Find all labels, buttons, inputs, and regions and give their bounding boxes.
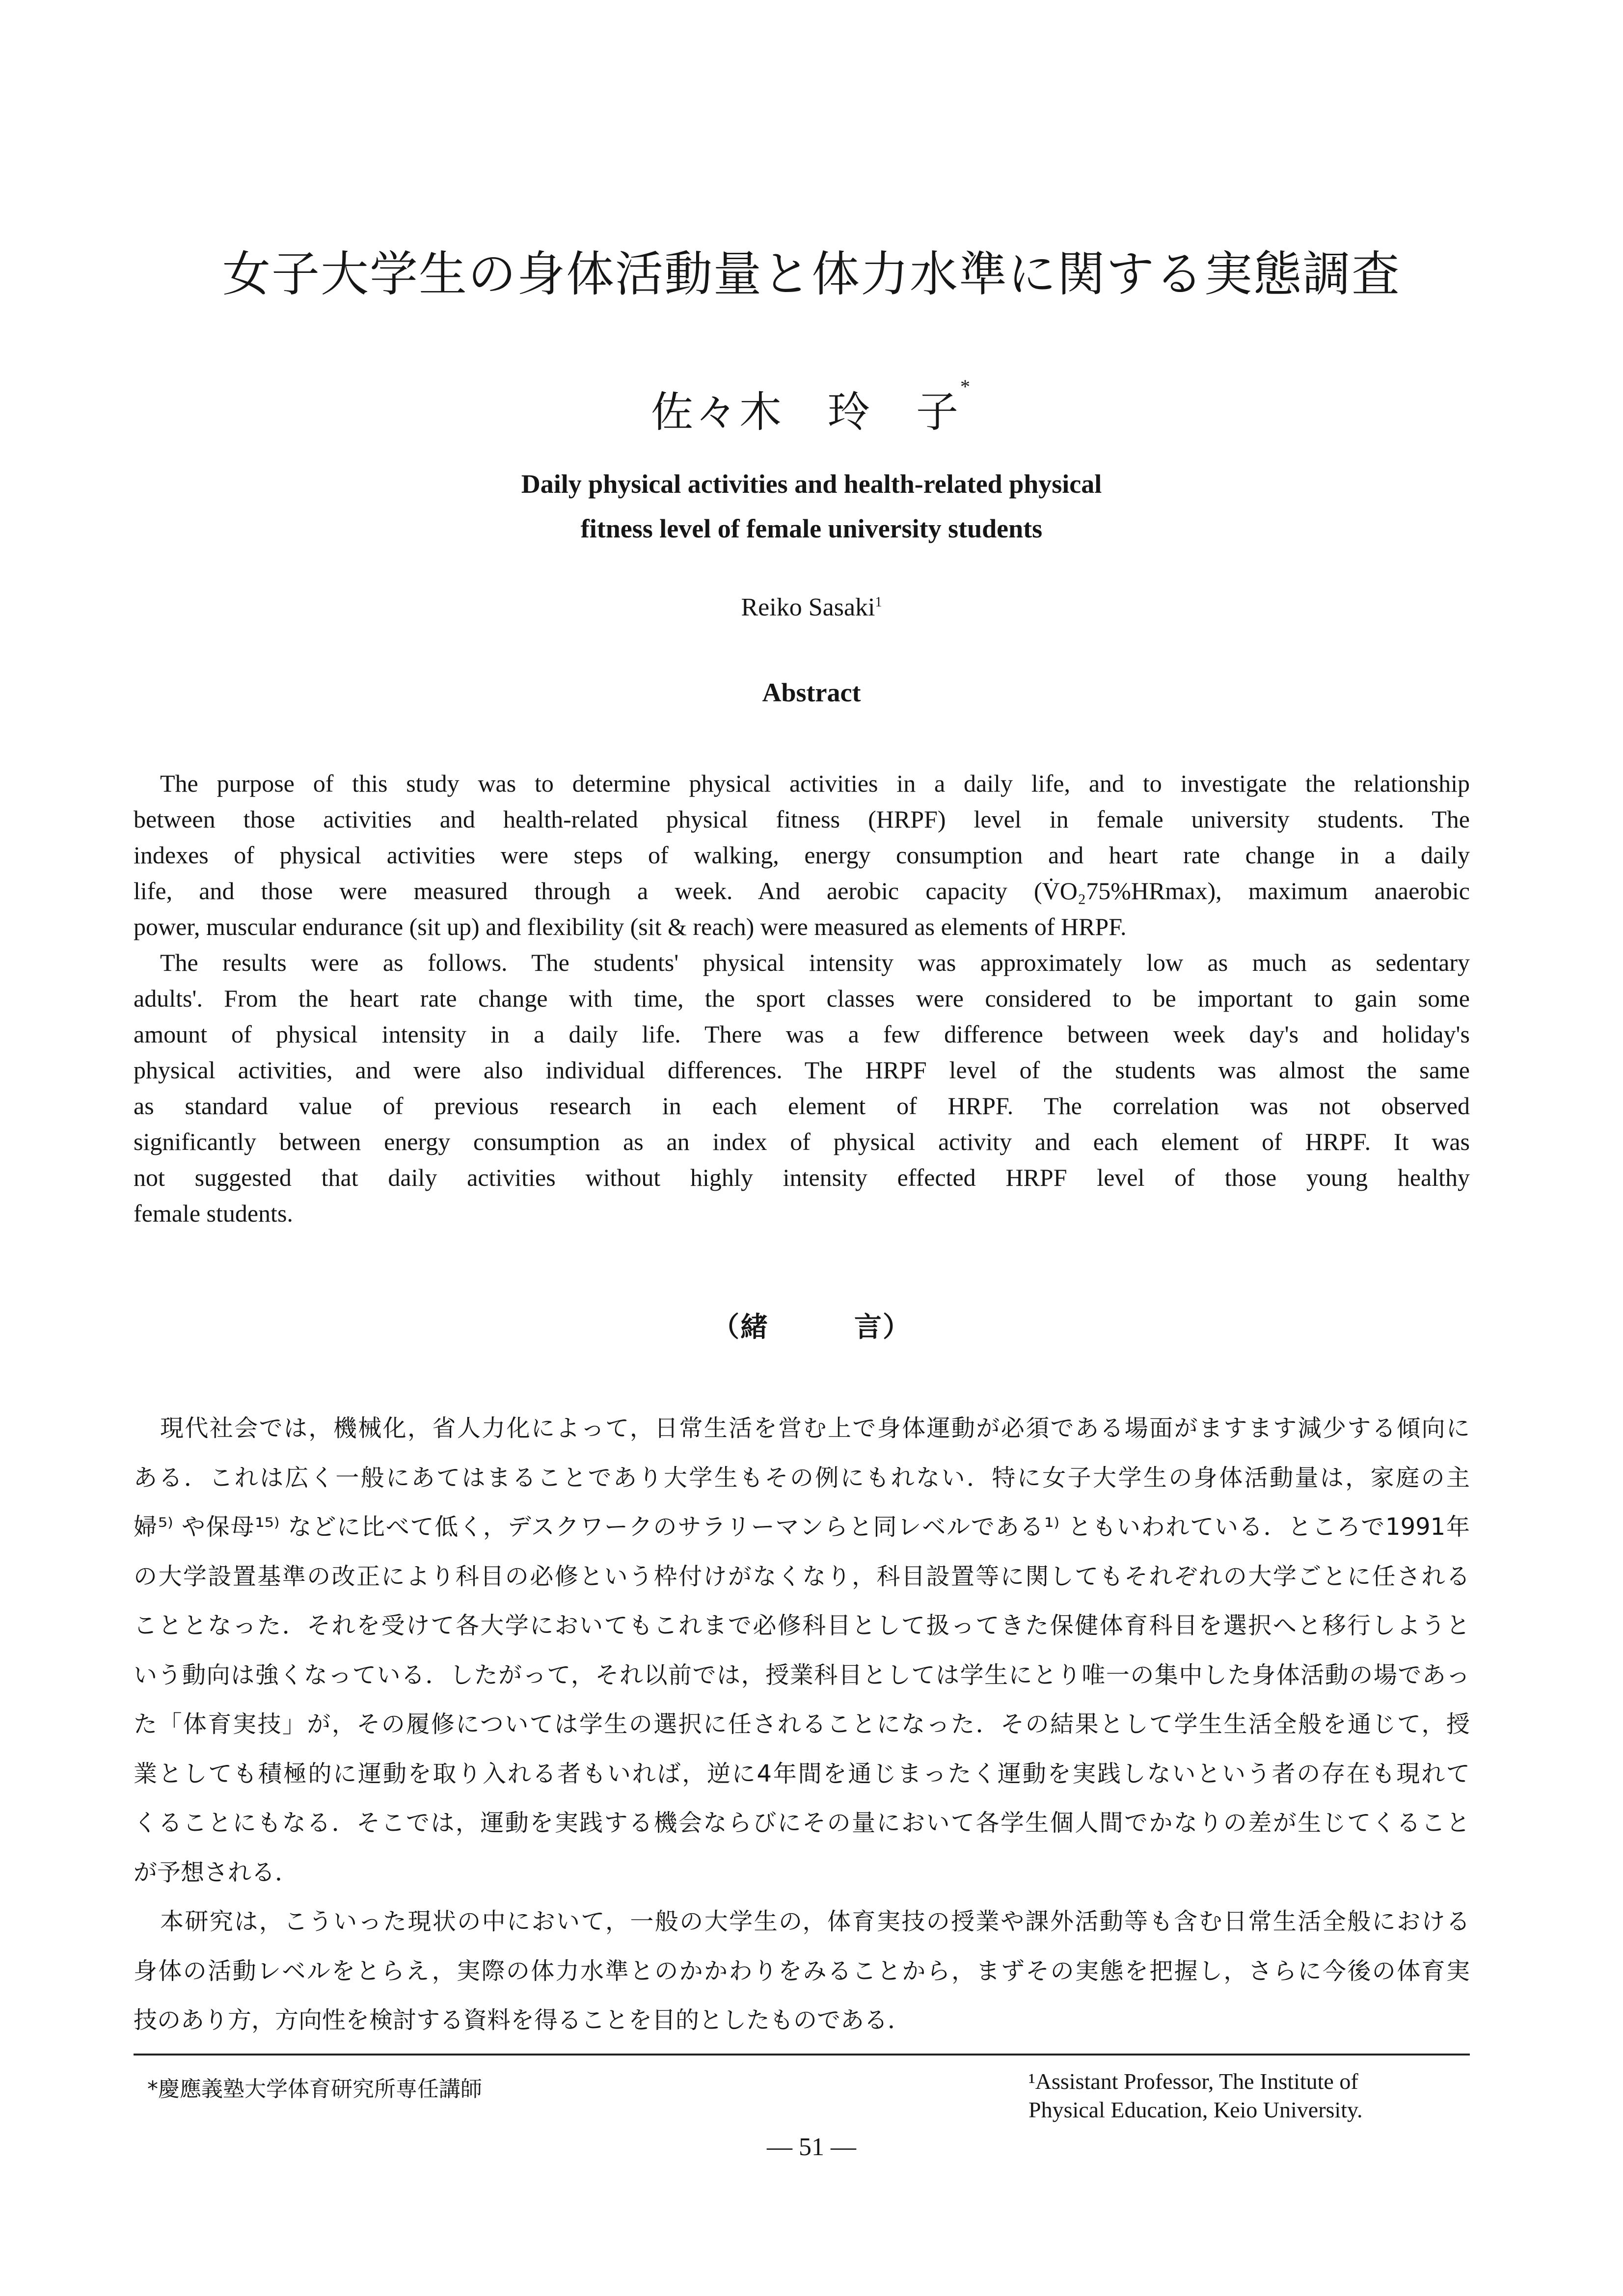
- abstract-line: between those activities and health-related physical fitness (HRPF) level in female university students. The: [134, 805, 1470, 833]
- body-text-line: いう動向は強くなっている．したがって，それ以前では，授業科目としては学生にとり唯一の集中した身体活動の場であっ: [134, 1661, 1470, 1689]
- paper-title-english-line: Daily physical activities and health-related physical: [521, 469, 1102, 499]
- footnote-affiliation-english: [1028, 2067, 1363, 2124]
- footnote-line: Physical Education, Keio University.: [1028, 2097, 1363, 2122]
- abstract-line: not suggested that daily activities without highly intensity effected HRPF level of those young healthy: [134, 1164, 1470, 1191]
- abstract-heading: Abstract: [762, 678, 861, 707]
- body-text-line: ある．これは広く一般にあてはまることであり大学生もその例にもれない．特に女子大学生の身体活動量は，家庭の主: [134, 1464, 1470, 1492]
- abstract-line: The purpose of this study was to determine physical activities in a daily life, and to investigate the relationship: [160, 770, 1470, 797]
- body-text-line: 身体の活動レベルをとらえ，実際の体力水準とのかかわりをみることから，まずその実態を把握し，さらに今後の体育実: [134, 1957, 1470, 1985]
- abstract-body: [134, 766, 1470, 1231]
- paper-title-japanese: 女子大学生の身体活動量と体力水準に関する実態調査: [222, 248, 1401, 301]
- author-affiliation-mark: *: [960, 375, 972, 398]
- body-text-line: こととなった．それを受けて各大学においてもこれまで必修科目として扱ってきた保健体育科目を選択へと移行しようと: [134, 1612, 1470, 1639]
- author-footnote-mark: 1: [875, 594, 882, 610]
- footnote-affiliation-japanese: *慶應義塾大学体育研究所専任講師: [147, 2077, 482, 2102]
- abstract-line: life, and those were measured through a week. And aerobic capacity (V̇O₂75%HRmax), maximum anaerobic: [134, 877, 1470, 905]
- abstract-line: The results were as follows. The students' physical intensity was approximately low as much as sedentary: [160, 949, 1470, 976]
- body-text-line: 現代社会では，機械化，省人力化によって，日常生活を営む上で身体運動が必須である場面がますます減少する傾向に: [160, 1415, 1470, 1442]
- abstract-line: amount of physical intensity in a daily life. There was a few difference between week day's and holiday's: [134, 1020, 1470, 1048]
- introduction-body: [134, 1404, 1470, 2045]
- body-text-line: た「体育実技」が，その履修については学生の選択に任されることになった．その結果として学生生活全般を通じて，授: [134, 1710, 1470, 1738]
- body-text-line: 婦⁵⁾ や保母¹⁵⁾ などに比べて低く，デスクワークのサラリーマンらと同レベルである¹⁾ ともいわれている．ところで1991年: [134, 1513, 1470, 1541]
- body-text-line: 技のあり方，方向性を検討する資料を得ることを目的としたものである．: [134, 2006, 912, 2034]
- footnote-divider: [134, 2054, 1470, 2056]
- body-text-line: くることにもなる．そこでは，運動を実践する機会ならびにその量において各学生個人間でかなりの差が生じてくること: [134, 1809, 1470, 1837]
- abstract-line: as standard value of previous research in each element of HRPF. The correlation was not observed: [134, 1092, 1470, 1120]
- abstract-line: adults'. From the heart rate change with time, the sport classes were considered to be important to gain some: [134, 985, 1470, 1012]
- body-text-line: の大学設置基準の改正により科目の必修という枠付けがなくなり，科目設置等に関してもそれぞれの大学ごとに任される: [134, 1562, 1470, 1590]
- author-name-japanese: [0, 375, 1623, 439]
- author-name-en-text: Reiko Sasaki: [741, 593, 875, 621]
- author-name-jp-text: 佐々木 玲 子: [651, 389, 960, 436]
- paper-title-english-line: fitness level of female university students: [580, 514, 1043, 543]
- page-number: — 51 —: [767, 2133, 856, 2161]
- abstract-line: significantly between energy consumption as an index of physical activity and each element of HRPF. It was: [134, 1128, 1470, 1155]
- author-name-english: [0, 593, 1623, 622]
- abstract-line: power, muscular endurance (sit up) and flexibility (sit & reach) were measured as elements of HRPF.: [134, 913, 1127, 940]
- body-text-line: が予想される．: [134, 1858, 299, 1886]
- abstract-line: indexes of physical activities were steps of walking, energy consumption and heart rate change in a daily: [134, 841, 1470, 869]
- introduction-heading: （緒 言）: [712, 1312, 911, 1343]
- abstract-line: female students.: [134, 1200, 293, 1227]
- body-text-line: 業としても積極的に運動を取り入れる者もいれば，逆に4年間を通じまったく運動を実践しないという者の存在も現れて: [134, 1760, 1470, 1788]
- footnote-line: ¹Assistant Professor, The Institute of: [1028, 2069, 1358, 2094]
- body-text-line: 本研究は，こういった現状の中において，一般の大学生の，体育実技の授業や課外活動等も含む日常生活全般における: [160, 1908, 1470, 1935]
- abstract-line: physical activities, and were also individual differences. The HRPF level of the students was almost the same: [134, 1056, 1470, 1084]
